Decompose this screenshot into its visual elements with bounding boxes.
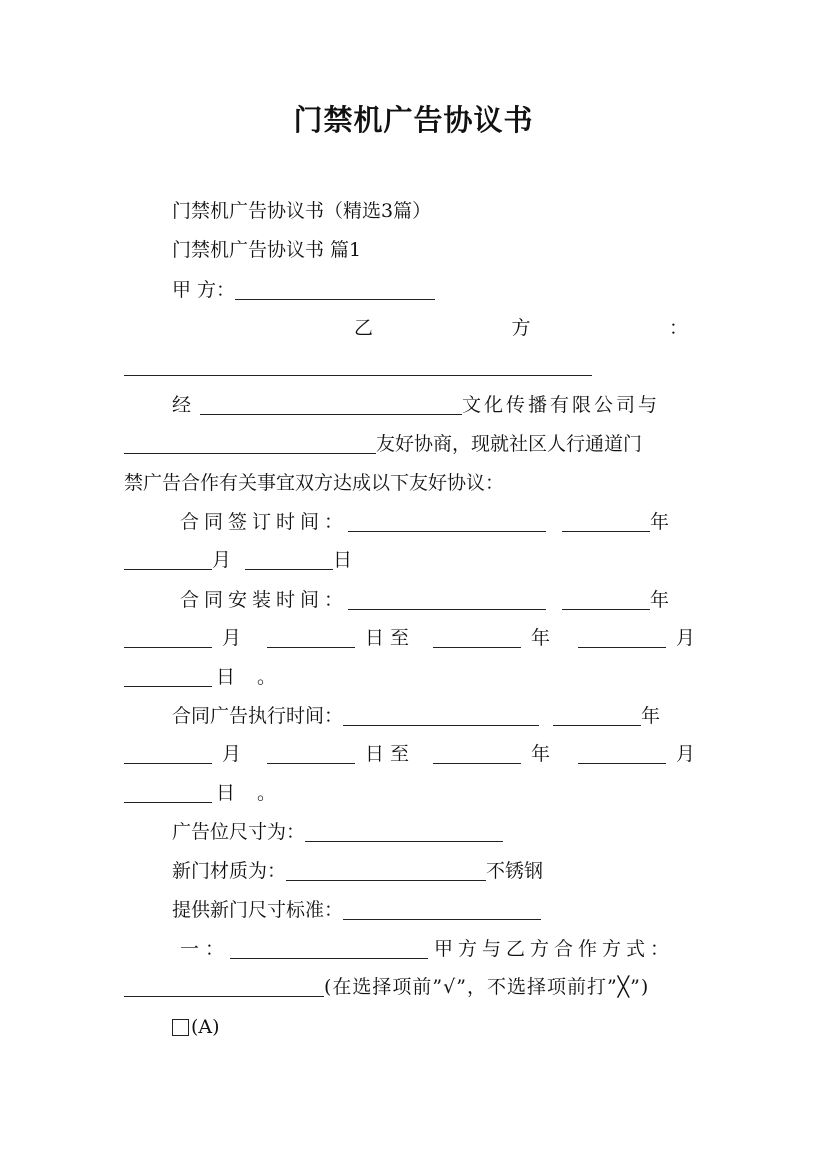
sign-day-blank (245, 550, 333, 570)
party-b-label-1: 乙 (354, 317, 374, 339)
party-b-blank (124, 356, 592, 376)
partner-blank (124, 434, 376, 454)
exec-year-blank (553, 706, 641, 726)
intro-text-1: 经 (172, 394, 195, 416)
standard-line (172, 896, 704, 924)
subtitle: 门禁机广告协议书（精选3篇） (172, 200, 432, 222)
sign-day-label: 日 (333, 549, 353, 571)
exec-end-day-blank (124, 783, 212, 803)
install-label: 合同安装时间： (180, 589, 349, 611)
coop-blank (230, 939, 428, 959)
sign-year-blank (562, 512, 650, 532)
install-end-month-blank (578, 628, 666, 648)
install-year-blank (562, 590, 650, 610)
cooperation-line-2 (124, 973, 724, 1001)
exec-date-line-3 (124, 779, 704, 807)
install-day-blank (267, 628, 355, 648)
install-end-day-blank (124, 667, 212, 687)
size-blank (305, 822, 503, 842)
intro-line-1 (172, 391, 704, 419)
intro-text-2: 文化传播有限公司与 (462, 394, 661, 416)
exec-blank (343, 706, 539, 726)
party-b-label-2: 方 (511, 317, 531, 339)
exec-month-blank (124, 744, 212, 764)
party-a-label: 甲 方： (172, 279, 236, 301)
install-end-day-label: 日 。 (216, 666, 285, 688)
install-month-label: 月 (222, 627, 242, 649)
sign-date-line (180, 508, 704, 536)
cooperation-line (180, 935, 704, 963)
exec-end-month-blank (578, 744, 666, 764)
party-b-line (354, 314, 688, 342)
sign-date-line-2 (124, 546, 704, 574)
install-day-to-label: 日至 (365, 627, 416, 649)
install-blank (348, 590, 546, 610)
install-month-blank (124, 628, 212, 648)
exec-end-year-label: 年 (531, 743, 551, 765)
exec-label: 合同广告执行时间： (172, 705, 344, 727)
size-label: 广告位尺寸为： (172, 821, 306, 843)
coop-instruction: (在选择项前”√”，不选择项前打”╳”) (324, 976, 650, 998)
exec-date-line-2 (124, 740, 704, 768)
coop-text: 甲方与乙方合作方式： (434, 938, 675, 960)
exec-year-label: 年 (641, 705, 661, 727)
sign-label: 合同签订时间： (180, 511, 349, 533)
party-b-colon: ： (668, 317, 688, 339)
install-date-line-3 (124, 663, 704, 691)
option-a-checkbox[interactable] (172, 1019, 189, 1036)
sign-year-label: 年 (650, 511, 670, 533)
option-a-line (172, 1013, 704, 1041)
install-year-label: 年 (650, 589, 670, 611)
coop-choice-blank (124, 977, 324, 997)
exec-end-day-label: 日 。 (216, 782, 285, 804)
standard-blank (343, 900, 541, 920)
install-end-year-label: 年 (531, 627, 551, 649)
exec-month-label: 月 (222, 743, 242, 765)
document-title: 门禁机广告协议书 (293, 103, 534, 137)
install-date-line-2 (124, 624, 704, 652)
standard-label: 提供新门尺寸标准： (172, 899, 344, 921)
exec-end-month-label: 月 (676, 743, 696, 765)
install-end-year-blank (433, 628, 521, 648)
material-label: 新门材质为： (172, 860, 287, 882)
sign-month-blank (124, 550, 212, 570)
party-b-blank-line (124, 352, 704, 380)
company-blank (200, 395, 462, 415)
party-a-line (172, 276, 704, 304)
intro-line-3: 禁广告合作有关事宜双方达成以下友好协议： (124, 472, 505, 494)
intro-text-3: 友好协商，现就社区人行通道门 (376, 433, 643, 455)
size-line (172, 818, 704, 846)
install-date-line (180, 586, 704, 614)
install-end-month-label: 月 (676, 627, 696, 649)
material-blank (286, 861, 486, 881)
sign-blank (348, 512, 546, 532)
exec-day-blank (267, 744, 355, 764)
material-value: 不锈钢 (486, 860, 544, 882)
exec-end-year-blank (433, 744, 521, 764)
section-heading: 门禁机广告协议书 篇1 (172, 239, 362, 261)
material-line (172, 857, 704, 885)
exec-day-to-label: 日至 (365, 743, 416, 765)
exec-date-line (172, 702, 704, 730)
sign-month-label: 月 (212, 549, 232, 571)
intro-line-2 (124, 430, 704, 458)
option-a-label: (A) (191, 1016, 220, 1038)
party-a-blank (235, 280, 435, 300)
coop-number: 一： (180, 938, 231, 960)
